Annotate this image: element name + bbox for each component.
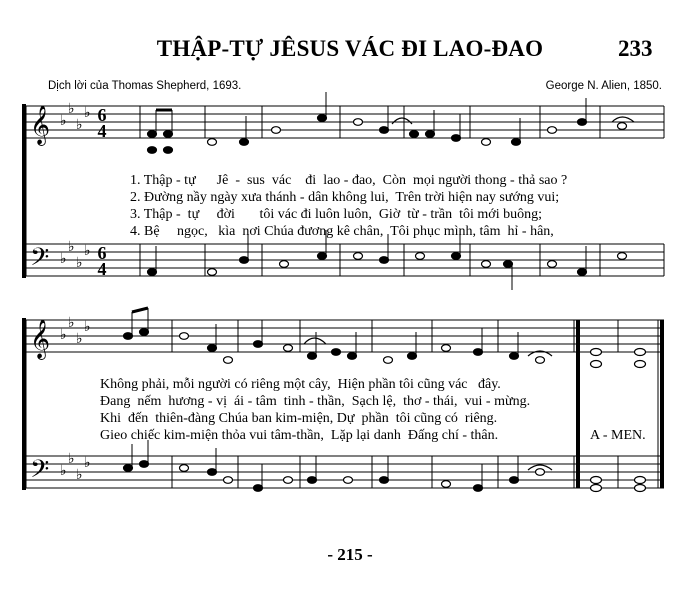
svg-text:♭: ♭ [68, 239, 75, 255]
amen-text: A - MEN. [590, 428, 646, 443]
svg-text:♭: ♭ [60, 251, 67, 267]
clefs [30, 105, 50, 490]
key-signatures [60, 101, 91, 483]
verse-4-line-2: Gieo chiếc kim-miện thỏa vui tâm-thần, Lặp lại danh Đấng chí - thân. [100, 428, 499, 443]
svg-text:♭: ♭ [76, 117, 83, 133]
svg-text:♭: ♭ [68, 451, 75, 467]
svg-text:♭: ♭ [84, 243, 91, 259]
system-brackets [22, 104, 26, 490]
svg-text:6: 6 [97, 243, 107, 263]
svg-text:♭: ♭ [68, 315, 75, 331]
svg-text:♭: ♭ [60, 463, 67, 479]
svg-text:♭: ♭ [68, 101, 75, 117]
svg-text:4: 4 [97, 121, 107, 141]
time-signatures [98, 105, 107, 279]
svg-text:6: 6 [97, 105, 107, 125]
verse-2-line-2: Đang nếm hương - vị ái - tâm tinh - thần, Sạch lệ, thơ - thái, vui - mừng. [100, 394, 531, 409]
svg-text:♭: ♭ [84, 455, 91, 471]
svg-text:♭: ♭ [76, 255, 83, 271]
verse-1-line-1: 1. Thập - tự Jê - sus vác đi lao - đao, Còn mọi người thong - thả sao ? [130, 173, 568, 188]
svg-text:♭: ♭ [84, 105, 91, 121]
verse-3-line-1: 3. Thập - tự đời tôi vác đi luôn luôn, Giờ từ - trần tôi mới buông; [130, 207, 542, 222]
verse-3-line-2: Khi đến thiên-đàng Chúa ban kim-miện, Dự phần tôi cũng có riêng. [100, 411, 498, 426]
verse-4-line-1: 4. Bệ ngọc, kìa nơi Chúa đương kê chân, Tôi phục mình, tâm hỉ - hân, [130, 224, 554, 239]
treble-clef-icon: 𝄞 [30, 319, 51, 359]
bass-clef-icon: 𝄢 [30, 243, 50, 278]
svg-text:♭: ♭ [60, 327, 67, 343]
hymn-number: 233 [618, 36, 653, 61]
svg-text:4: 4 [97, 259, 107, 279]
translator-credit: Dịch lời của Thomas Shepherd, 1693. [48, 80, 242, 92]
bass-clef-icon: 𝄢 [30, 455, 50, 490]
composer-credit: George N. Alien, 1850. [545, 80, 662, 92]
svg-text:♭: ♭ [84, 319, 91, 335]
verse-1-line-2: Không phải, mỗi người có riêng một cây, Hiện phần tôi cũng vác đây. [100, 377, 501, 392]
svg-text:♭: ♭ [60, 113, 67, 129]
page-number: - 215 - [327, 545, 373, 564]
svg-text:♭: ♭ [76, 331, 83, 347]
hymn-title: THẬP-TỰ JÊSUS VÁC ĐI LAO-ĐAO [156, 36, 544, 61]
svg-text:♭: ♭ [76, 467, 83, 483]
treble-clef-icon: 𝄞 [30, 105, 51, 145]
verse-2-line-1: 2. Đường nầy ngày xưa thánh - dân không lui, Trên trời hiện nay sướng vui; [130, 190, 560, 205]
